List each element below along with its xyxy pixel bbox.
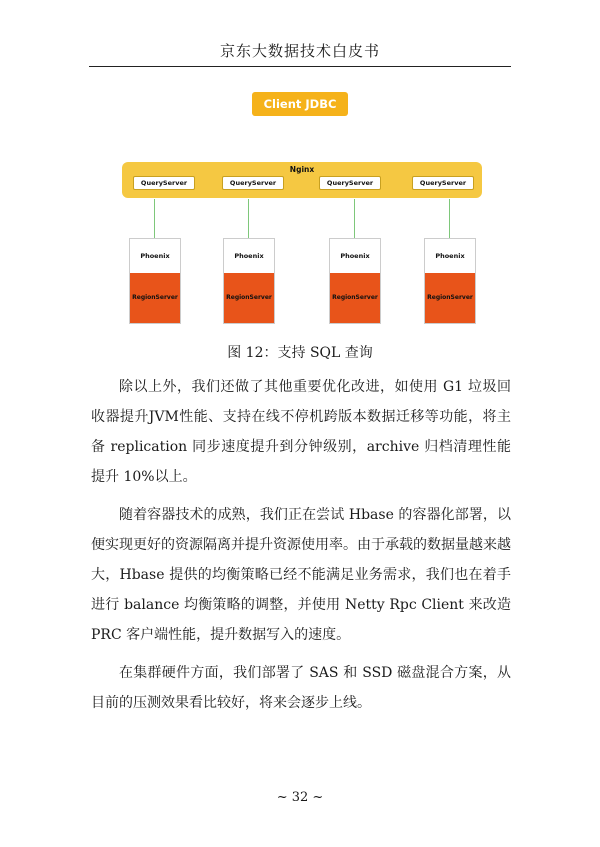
phoenix-label: Phoenix <box>425 239 475 273</box>
paragraph: 随着容器技术的成熟，我们正在尝试 Hbase 的容器化部署，以便实现更好的资源隔离并提升资源使用率。由于承载的数据量越来越大，Hbase 提供的均衡策略已经不能满足业务需求，我们也在着手进行 balance 均衡策略的调整，并使用 Netty Rpc Client 来改造 PRC 客户端性能，提升数据写入的速度。 <box>91 507 511 643</box>
query-server-4: QueryServer <box>412 176 474 190</box>
body-text <box>91 372 511 726</box>
connector-4 <box>449 199 450 238</box>
page-number: ~ 32 ~ <box>276 790 324 805</box>
architecture-diagram <box>0 0 600 340</box>
node-4 <box>424 238 476 324</box>
node-2 <box>223 238 275 324</box>
regionserver-label: RegionServer <box>330 273 380 323</box>
phoenix-label: Phoenix <box>130 239 180 273</box>
client-jdbc-box: Client JDBC <box>252 92 348 116</box>
connector-1 <box>154 199 155 238</box>
phoenix-label: Phoenix <box>330 239 380 273</box>
regionserver-label: RegionServer <box>224 273 274 323</box>
connector-2 <box>248 199 249 238</box>
regionserver-label: RegionServer <box>425 273 475 323</box>
query-server-3: QueryServer <box>319 176 381 190</box>
figure-caption: 图 12：支持 SQL 查询 <box>227 345 373 361</box>
paragraph: 在集群硬件方面，我们部署了 SAS 和 SSD 磁盘混合方案，从目前的压测效果看比较好，将来会逐步上线。 <box>91 665 511 711</box>
paragraph: 除以上外，我们还做了其他重要优化改进，如使用 G1 垃圾回收器提升JVM性能、支持在线不停机跨版本数据迁移等功能，将主备 replication 同步速度提升到分钟级别，archive 归档清理性能提升 10%以上。 <box>91 379 511 485</box>
regionserver-label: RegionServer <box>130 273 180 323</box>
phoenix-label: Phoenix <box>224 239 274 273</box>
node-1 <box>129 238 181 324</box>
node-3 <box>329 238 381 324</box>
nginx-label: Nginx <box>289 165 315 174</box>
query-server-2: QueryServer <box>222 176 284 190</box>
query-server-1: QueryServer <box>133 176 195 190</box>
connector-3 <box>354 199 355 238</box>
header-title: 京东大数据技术白皮书 <box>219 42 380 60</box>
